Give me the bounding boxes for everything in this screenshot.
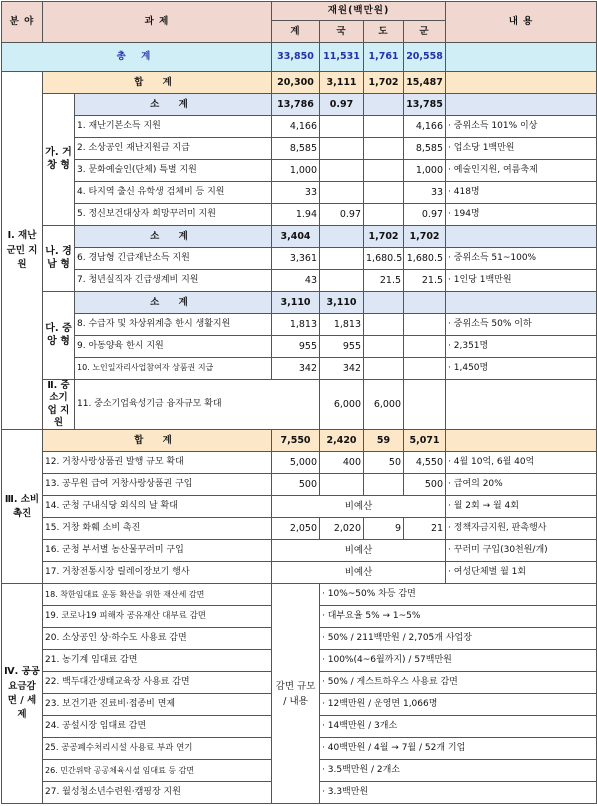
nation-cell xyxy=(320,270,364,292)
task-cell: 25. 공공폐수처리시설 사용료 부과 연기 xyxy=(43,738,272,760)
task-cell: 17. 거창전통시장 릴레이장보기 행사 xyxy=(43,562,272,584)
county-cell: 0.97 xyxy=(404,204,446,226)
cat1-sum-province: 1,702 xyxy=(364,72,404,94)
county-cell: 1,680.5 xyxy=(404,248,446,270)
task-cell: 27. 월성청소년수련원·캠핑장 지원 xyxy=(43,782,272,804)
desc-cell: · 업소당 1백만원 xyxy=(446,138,597,160)
ga-subtotal-row xyxy=(2,94,597,116)
desc-cell: · 1인당 1백만원 xyxy=(446,270,597,292)
ga-sub-label: 소 계 xyxy=(75,94,272,116)
table-row xyxy=(2,452,597,474)
total-cell: 33 xyxy=(272,182,320,204)
header-content: 내 용 xyxy=(446,2,597,43)
table-row xyxy=(2,248,597,270)
nation-cell: 400 xyxy=(320,452,364,474)
table-row xyxy=(2,380,597,430)
table-row xyxy=(2,336,597,358)
da-sub-content xyxy=(446,292,597,314)
desc-cell: · 대부요율 5% → 1~5% xyxy=(320,606,597,628)
table-row xyxy=(2,160,597,182)
cat4-label: Ⅳ. 공공 요금감면 / 세제 xyxy=(2,584,43,804)
county-cell: 21 xyxy=(404,518,446,540)
desc-cell: · 418명 xyxy=(446,182,597,204)
province-cell xyxy=(364,314,404,336)
task-cell: 8. 수급자 및 차상위계층 한시 생활지원 xyxy=(75,314,272,336)
county-cell: 21.5 xyxy=(404,270,446,292)
na-label: 나. 경 남 형 xyxy=(43,226,75,292)
total-cell: 8,585 xyxy=(272,138,320,160)
task-cell: 11. 중소기업육성기금 융자규모 확대 xyxy=(75,380,320,430)
cat2-label: Ⅱ. 중소기업 지원 xyxy=(43,380,75,430)
nation-cell: 1,813 xyxy=(320,314,364,336)
grand-total-label: 총 계 xyxy=(2,43,272,72)
desc-cell: · 1,450명 xyxy=(446,358,597,380)
header-nation: 국 xyxy=(320,21,364,43)
na-sub-nation xyxy=(320,226,364,248)
nation-cell xyxy=(320,160,364,182)
table-row xyxy=(2,358,597,380)
table-row xyxy=(2,474,597,496)
cat1-sum-row xyxy=(2,72,597,94)
total-cell: 1,000 xyxy=(272,160,320,182)
task-cell: 3. 문화예술인(단체) 특별 지원 xyxy=(75,160,272,182)
table-row xyxy=(2,138,597,160)
task-cell: 22. 백두대간생태교육장 사용료 감면 xyxy=(43,672,272,694)
cat3-label: Ⅲ. 소비 촉진 xyxy=(2,430,43,584)
table-row xyxy=(2,518,597,540)
province-cell xyxy=(364,182,404,204)
na-sub-county: 1,702 xyxy=(404,226,446,248)
total-cell: 43 xyxy=(272,270,320,292)
county-cell: 8,585 xyxy=(404,138,446,160)
ga-sub-content xyxy=(446,94,597,116)
task-cell: 6. 경남형 긴급재난소득 지원 xyxy=(75,248,272,270)
nation-cell xyxy=(320,182,364,204)
cat3-sum-province: 59 xyxy=(364,430,404,452)
province-cell xyxy=(364,204,404,226)
county-cell: 1,000 xyxy=(404,160,446,182)
total-cell: 342 xyxy=(272,358,320,380)
non-budget-cell: 비예산 xyxy=(272,562,446,584)
province-cell xyxy=(364,138,404,160)
grand-total-county: 20,558 xyxy=(404,43,446,72)
total-cell: 3,361 xyxy=(272,248,320,270)
task-cell: 24. 공설시장 임대료 감면 xyxy=(43,716,272,738)
task-cell: 9. 아동양육 한시 지원 xyxy=(75,336,272,358)
desc-cell: · 12백만원 / 운영면 1,066명 xyxy=(320,694,597,716)
desc-cell: · 3.3백만원 xyxy=(320,782,597,804)
province-cell: 50 xyxy=(364,452,404,474)
desc-cell: · 14백만원 / 3개소 xyxy=(320,716,597,738)
header-row-1 xyxy=(2,2,597,21)
total-cell: 5,000 xyxy=(272,452,320,474)
desc-cell: · 4월 10억, 6월 40억 xyxy=(446,452,597,474)
cat1-sum-total: 20,300 xyxy=(272,72,320,94)
county-cell xyxy=(404,358,446,380)
nation-cell: 2,020 xyxy=(320,518,364,540)
da-sub-province xyxy=(364,292,404,314)
ga-sub-county: 13,785 xyxy=(404,94,446,116)
table-row xyxy=(2,204,597,226)
task-cell: 21. 농기계 임대료 감면 xyxy=(43,650,272,672)
province-cell: 9 xyxy=(364,518,404,540)
non-budget-cell: 비예산 xyxy=(272,540,446,562)
header-budget: 재원(백만원) xyxy=(272,2,446,21)
task-cell: 7. 청년실직자 긴급생계비 지원 xyxy=(75,270,272,292)
table-row xyxy=(2,496,597,518)
header-county: 군 xyxy=(404,21,446,43)
da-sub-nation: 3,110 xyxy=(320,292,364,314)
county-cell: 4,550 xyxy=(404,452,446,474)
desc-cell: · 100%(4~6월까지) / 57백만원 xyxy=(320,650,597,672)
reduction-label: 감면 규모 / 내용 xyxy=(272,584,320,804)
nation-cell: 0.97 xyxy=(320,204,364,226)
task-cell: 5. 정신보건대상자 희망꾸러미 지원 xyxy=(75,204,272,226)
desc-cell: · 예술인지원, 여름축제 xyxy=(446,160,597,182)
nation-cell: 342 xyxy=(320,358,364,380)
task-cell: 26. 민간위탁 공공체육시설 임대료 등 감면 xyxy=(43,760,272,782)
cat1-sum-county: 15,487 xyxy=(404,72,446,94)
task-cell: 12. 거창사랑상품권 발행 규모 확대 xyxy=(43,452,272,474)
province-cell xyxy=(404,380,446,430)
task-cell: 19. 코로나19 피해자 공유재산 대부료 감면 xyxy=(43,606,272,628)
cat1-sum-label: 합 계 xyxy=(43,72,272,94)
desc-cell: · 50% / 211백만원 / 2,705개 사업장 xyxy=(320,628,597,650)
desc-cell: · 50% / 게스트하우스 사용료 감면 xyxy=(320,672,597,694)
grand-total-content xyxy=(446,43,597,72)
task-cell: 13. 공무원 급여 거창사랑상품권 구입 xyxy=(43,474,272,496)
county-cell: 500 xyxy=(404,474,446,496)
na-sub-label: 소 계 xyxy=(75,226,272,248)
total-cell: 955 xyxy=(272,336,320,358)
na-sub-total: 3,404 xyxy=(272,226,320,248)
cat3-sum-row xyxy=(2,430,597,452)
task-cell: 20. 소상공인 상·하수도 사용료 감면 xyxy=(43,628,272,650)
desc-cell: · 중위소득 50% 이하 xyxy=(446,314,597,336)
province-cell xyxy=(364,160,404,182)
total-cell: 1.94 xyxy=(272,204,320,226)
ga-label: 가. 거 창 형 xyxy=(43,94,75,226)
total-cell: 500 xyxy=(272,474,320,496)
nation-cell: 6,000 xyxy=(364,380,404,430)
county-cell xyxy=(446,380,597,430)
header-task: 과 제 xyxy=(43,2,272,43)
na-sub-content xyxy=(446,226,597,248)
task-cell: 16. 군청 부서별 농산물꾸러미 구입 xyxy=(43,540,272,562)
desc-cell: · 급여의 20% xyxy=(446,474,597,496)
table-row xyxy=(2,314,597,336)
task-cell: 14. 군청 구내식당 외식의 날 확대 xyxy=(43,496,272,518)
cat1-sum-nation: 3,111 xyxy=(320,72,364,94)
nation-cell: 955 xyxy=(320,336,364,358)
task-cell: 1. 재난기본소득 지원 xyxy=(75,116,272,138)
table-row xyxy=(2,562,597,584)
ga-sub-nation: 0.97 xyxy=(320,94,364,116)
desc-cell: · 2,351명 xyxy=(446,336,597,358)
cat3-sum-total: 7,550 xyxy=(272,430,320,452)
task-cell: 4. 타지역 출신 유학생 검체비 등 지원 xyxy=(75,182,272,204)
header-field: 분 야 xyxy=(2,2,43,43)
county-cell xyxy=(404,314,446,336)
total-cell: 1,813 xyxy=(272,314,320,336)
desc-cell: · 여성단체별 월 1회 xyxy=(446,562,597,584)
nation-cell xyxy=(320,474,364,496)
task-cell: 15. 거창 화훼 소비 촉진 xyxy=(43,518,272,540)
total-cell: 4,166 xyxy=(272,116,320,138)
task-cell: 23. 보건기관 진료비·접종비 면제 xyxy=(43,694,272,716)
province-cell xyxy=(364,116,404,138)
da-sub-total: 3,110 xyxy=(272,292,320,314)
desc-cell: · 꾸러미 구입(30천원/개) xyxy=(446,540,597,562)
province-cell xyxy=(364,336,404,358)
grand-total-total: 33,850 xyxy=(272,43,320,72)
nation-cell xyxy=(320,116,364,138)
cat1-sum-content xyxy=(446,72,597,94)
budget-table xyxy=(1,1,597,804)
desc-cell: · 10%~50% 차등 감면 xyxy=(320,584,597,606)
header-province: 도 xyxy=(364,21,404,43)
non-budget-cell: 비예산 xyxy=(272,496,446,518)
grand-total-nation: 11,531 xyxy=(320,43,364,72)
da-subtotal-row xyxy=(2,292,597,314)
county-cell: 33 xyxy=(404,182,446,204)
na-sub-province: 1,702 xyxy=(364,226,404,248)
nation-cell xyxy=(320,248,364,270)
county-cell xyxy=(404,336,446,358)
province-cell xyxy=(364,358,404,380)
da-label: 다. 중 앙 형 xyxy=(43,292,75,380)
task-cell: 10. 노인일자리사업참여자 상품권 지급 xyxy=(75,358,272,380)
grand-total-row xyxy=(2,43,597,72)
desc-cell: · 중위소득 101% 이상 xyxy=(446,116,597,138)
cat3-sum-nation: 2,420 xyxy=(320,430,364,452)
cat3-sum-label: 합 계 xyxy=(43,430,272,452)
na-subtotal-row xyxy=(2,226,597,248)
ga-sub-total: 13,786 xyxy=(272,94,320,116)
header-total: 계 xyxy=(272,21,320,43)
da-sub-county xyxy=(404,292,446,314)
table-row xyxy=(2,182,597,204)
desc-cell: · 40백만원 / 4월 → 7월 / 52개 기업 xyxy=(320,738,597,760)
table-row xyxy=(2,540,597,562)
grand-total-province: 1,761 xyxy=(364,43,404,72)
county-cell: 4,166 xyxy=(404,116,446,138)
desc-cell: · 월 2회 → 월 4회 xyxy=(446,496,597,518)
desc-cell: · 3.5백만원 / 2개소 xyxy=(320,760,597,782)
desc-cell: · 194명 xyxy=(446,204,597,226)
cat3-sum-content xyxy=(446,430,597,452)
task-cell: 18. 착한임대료 운동 확산을 위한 재산세 감면 xyxy=(43,584,272,606)
table-row xyxy=(2,584,597,606)
task-cell: 2. 소상공인 재난지원금 지급 xyxy=(75,138,272,160)
nation-cell xyxy=(320,138,364,160)
desc-cell: · 정책자금지원, 판촉행사 xyxy=(446,518,597,540)
cat3-sum-county: 5,071 xyxy=(404,430,446,452)
da-sub-label: 소 계 xyxy=(75,292,272,314)
desc-cell: · 중위소득 51~100% xyxy=(446,248,597,270)
total-cell: 2,050 xyxy=(272,518,320,540)
total-cell: 6,000 xyxy=(320,380,364,430)
table-row xyxy=(2,270,597,292)
province-cell: 1,680.5 xyxy=(364,248,404,270)
table-row xyxy=(2,116,597,138)
province-cell xyxy=(364,474,404,496)
province-cell: 21.5 xyxy=(364,270,404,292)
ga-sub-province xyxy=(364,94,404,116)
cat1-label: Ⅰ. 재난 군민 지원 xyxy=(2,72,43,430)
